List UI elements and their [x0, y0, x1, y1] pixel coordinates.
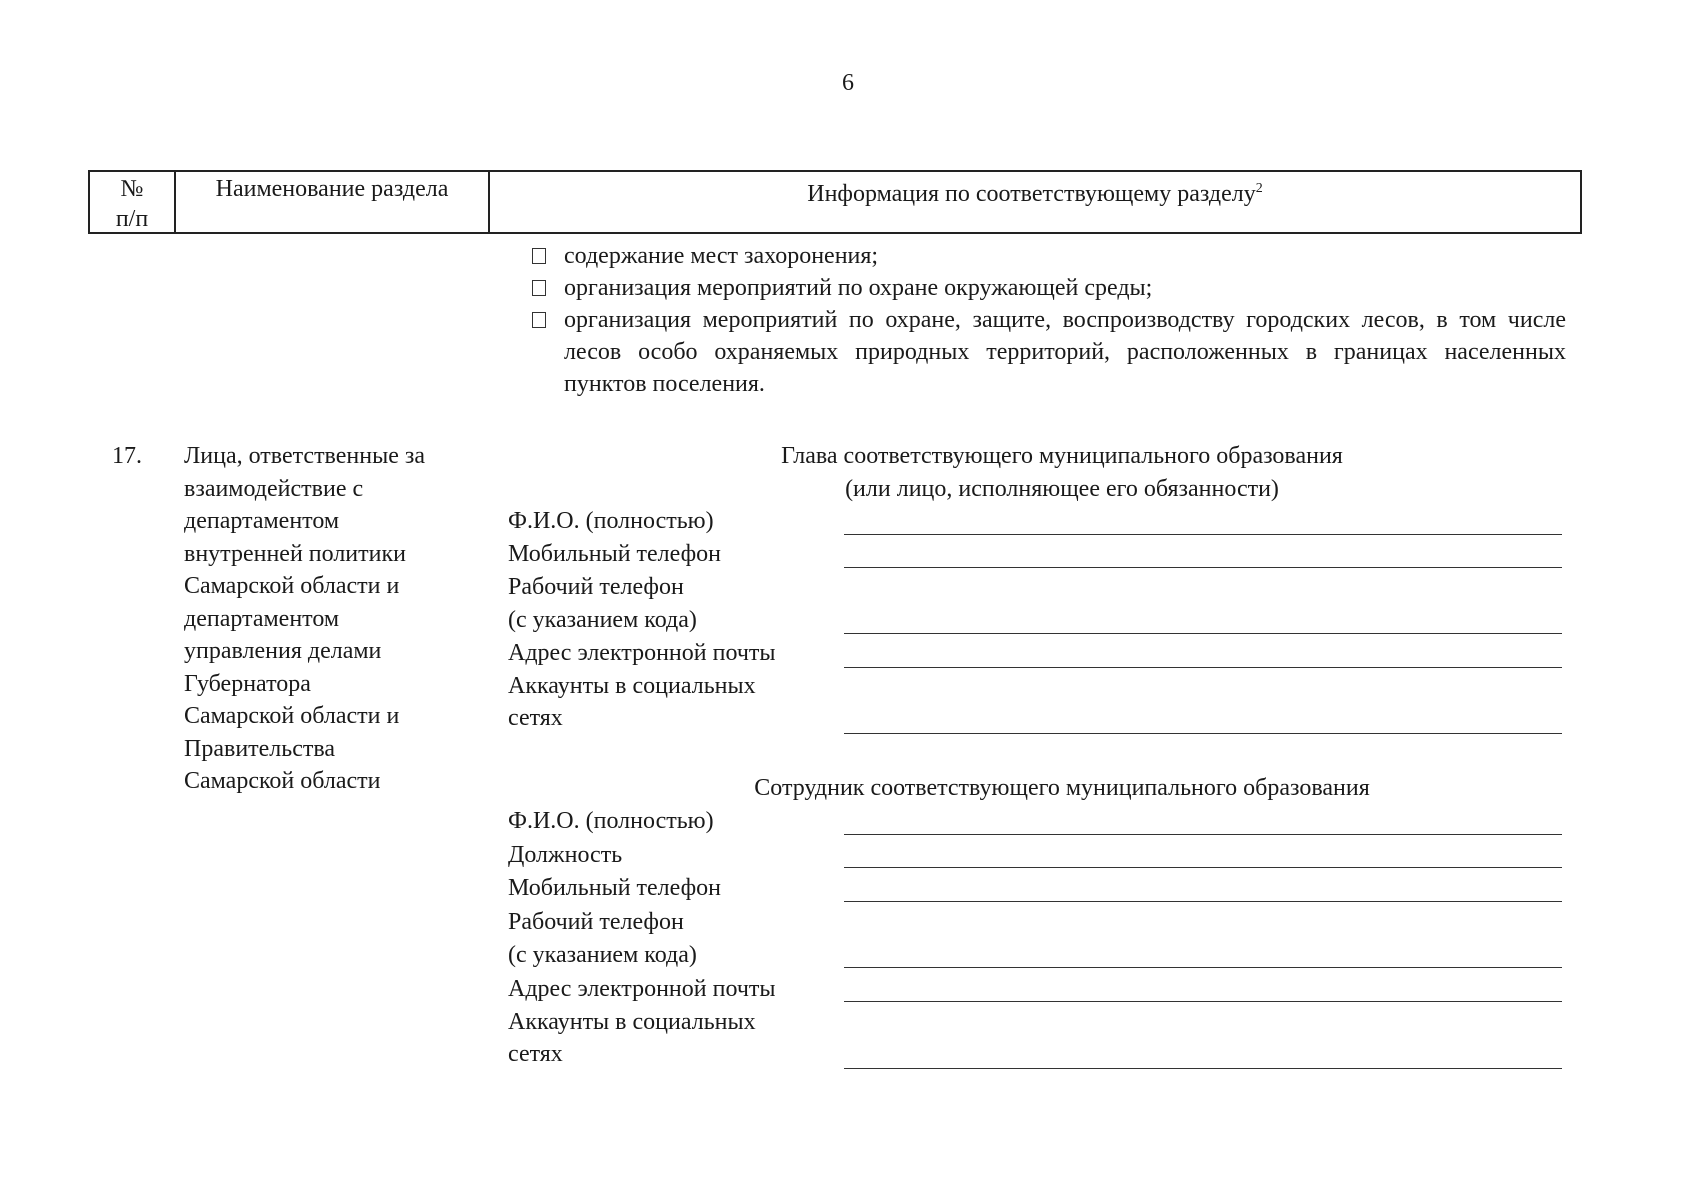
table-header — [88, 170, 1582, 234]
section-number: 17. — [112, 443, 142, 469]
section-name-line: Самарской области и — [184, 703, 400, 729]
head-block-fields — [508, 505, 1562, 735]
email-field-line[interactable] — [844, 1001, 1562, 1002]
checkbox-bullet-icon — [532, 248, 546, 264]
mobile-field-line[interactable] — [844, 567, 1562, 568]
list-item — [532, 272, 1566, 304]
fio-label: Ф.И.О. (полностью) — [508, 508, 714, 534]
position-label: Должность — [508, 841, 623, 868]
email-label: Адрес электронной почты — [508, 975, 776, 1002]
list-item — [532, 304, 1566, 400]
mobile-label: Мобильный телефон — [508, 541, 721, 567]
work-phone-label-code: (с указанием кода) — [508, 941, 697, 968]
staff-contact-block — [508, 772, 1562, 1075]
staff-block-title: Сотрудник соответствующего муниципального образования — [754, 775, 1370, 801]
section-name-line: департаментом — [184, 605, 340, 632]
head-contact-block — [508, 440, 1562, 735]
section-name-line: Лица, ответственные за — [184, 443, 425, 469]
work-phone-label: Рабочий телефон — [508, 908, 684, 935]
checkbox-bullet-icon — [532, 280, 546, 296]
fio-field-line[interactable] — [844, 534, 1562, 535]
bullet-text: содержание мест захоронения; — [564, 243, 879, 269]
position-field-line[interactable] — [844, 867, 1562, 868]
section-name-line: Правительства — [184, 735, 336, 762]
social-label-networks: сетях — [508, 705, 563, 731]
social-label-networks: сетях — [508, 1040, 563, 1067]
section-name-line: управления делами — [184, 638, 382, 664]
page-number: 6 — [842, 70, 854, 96]
social-field-line[interactable] — [844, 1068, 1562, 1069]
bullet-text: организация мероприятий по охране, защите, воспроизводству городских лесов, в том числе лесов особо охраняемых природных территорий, расположенных в границах населенных пунктов поселения. — [564, 307, 1566, 397]
mobile-label: Мобильный телефон — [508, 874, 721, 901]
staff-block-fields — [508, 805, 1562, 1075]
fio-field-line[interactable] — [844, 834, 1562, 835]
work-phone-field-line[interactable] — [844, 967, 1562, 968]
bullet-list — [532, 240, 1566, 400]
section-name-line: Губернатора — [184, 670, 311, 697]
mobile-field-line[interactable] — [844, 901, 1562, 902]
header-cell-info — [490, 172, 1580, 232]
work-phone-label: Рабочий телефон — [508, 574, 684, 600]
list-item — [532, 240, 1566, 272]
head-block-title-line2: (или лицо, исполняющее его обязанности) — [845, 475, 1279, 502]
header-cell-number — [90, 172, 176, 232]
section-name-line: департаментом — [184, 508, 340, 534]
checkbox-bullet-icon — [532, 312, 546, 328]
fio-label: Ф.И.О. (полностью) — [508, 807, 714, 834]
head-block-title-line1: Глава соответствующего муниципального образования — [781, 443, 1343, 469]
header-num-line1: № — [120, 176, 144, 202]
email-field-line[interactable] — [844, 667, 1562, 668]
section-name-line: Самарской области и — [184, 573, 400, 599]
header-info-text: Информация по соответствующему разделу — [807, 181, 1256, 207]
section-name — [184, 440, 484, 798]
social-label: Аккаунты в социальных — [508, 1008, 756, 1035]
work-phone-field-line[interactable] — [844, 633, 1562, 634]
work-phone-label-code: (с указанием кода) — [508, 607, 697, 633]
bullet-text: организация мероприятий по охране окружающей среды; — [564, 275, 1153, 301]
header-info-footnote: 2 — [1255, 181, 1263, 196]
section-name-line: Самарской области — [184, 768, 381, 794]
section-name-line: взаимодействие с — [184, 475, 364, 502]
email-label: Адрес электронной почты — [508, 640, 776, 666]
social-label: Аккаунты в социальных — [508, 673, 756, 699]
section-name-line: внутренней политики — [184, 540, 406, 567]
header-num-line2: п/п — [115, 206, 149, 232]
header-cell-section-name: Наименование раздела — [176, 172, 490, 232]
social-field-line[interactable] — [844, 733, 1562, 734]
